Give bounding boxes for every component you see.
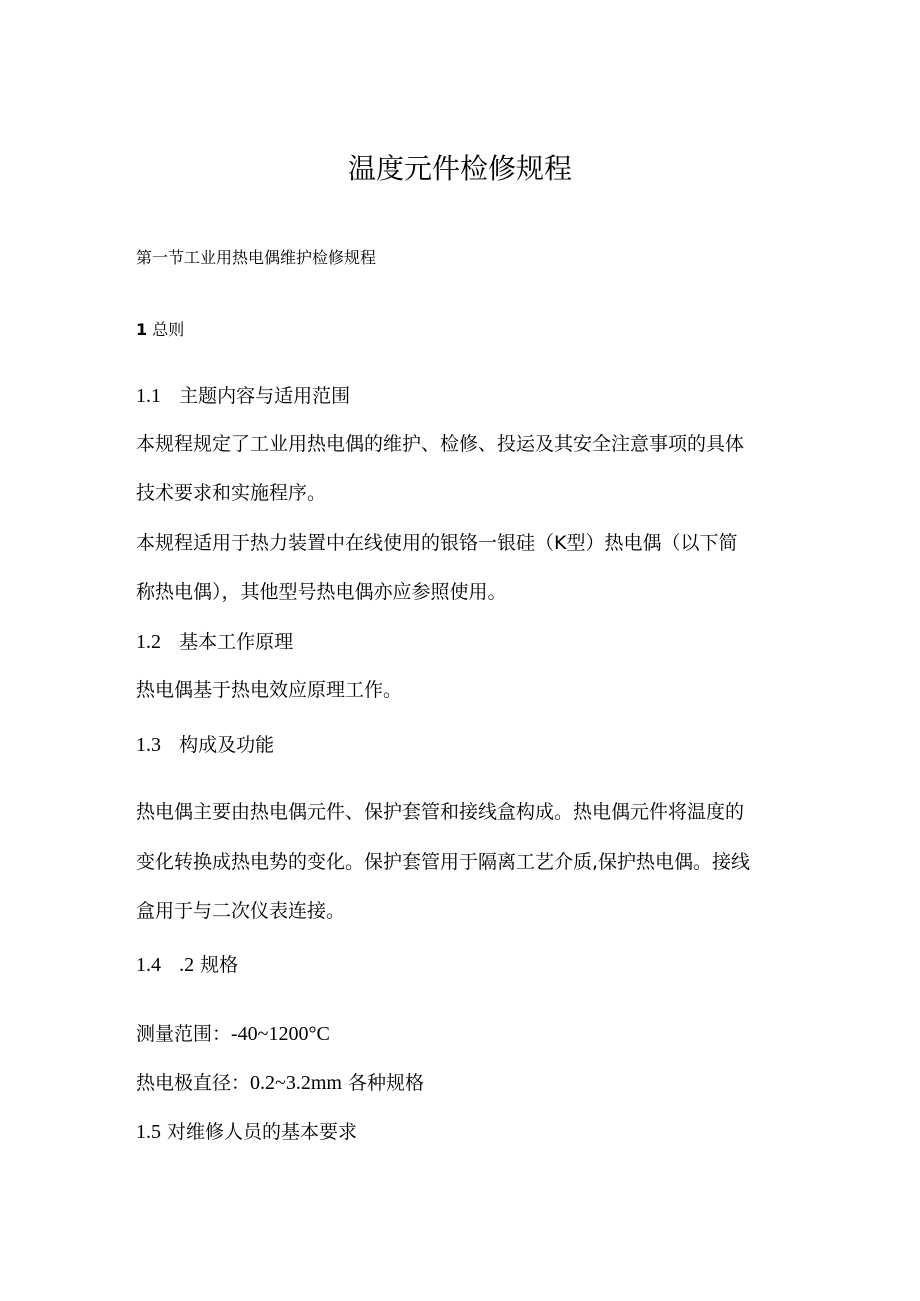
item-number: 1.1: [136, 385, 161, 407]
spec-suffix: 各种规格: [348, 1072, 425, 1094]
spec-value: -40~1200°C: [231, 1023, 330, 1045]
paragraph-line: 热电偶基于热电效应原理工作。: [136, 679, 403, 701]
item-subnumber: .2: [179, 954, 195, 976]
item-number: 1.5: [136, 1121, 161, 1143]
section-heading: 第一节工业用热电偶维护检修规程: [136, 248, 377, 267]
item-number: 1.3: [136, 734, 161, 756]
paragraph-line: 称热电偶），其他型号热电偶亦应参照使用。: [136, 581, 507, 603]
item-heading-1-2: [136, 632, 293, 652]
spec-value: 0.2~3.2mm: [250, 1072, 342, 1094]
chapter-number: 1: [136, 320, 148, 339]
spec-label: 测量范围：: [136, 1023, 232, 1045]
item-heading-1-3: [136, 735, 274, 755]
item-heading-text: 基本工作原理: [179, 631, 294, 653]
chapter-label: 总则: [152, 320, 185, 339]
paragraph-line: 技术要求和实施程序。: [136, 482, 327, 504]
item-number: 1.2: [136, 631, 161, 653]
spec-electrode-diameter: [136, 1073, 424, 1093]
item-number: 1.4: [136, 954, 161, 976]
item-heading-1-1: [136, 386, 350, 406]
paragraph-line: 热电偶主要由热电偶元件、保护套管和接线盒构成。热电偶元件将温度的: [136, 801, 745, 823]
paragraph-line: 盒用于与二次仪表连接。: [136, 900, 346, 922]
paragraph-line: 本规程规定了工业用热电偶的维护、检修、投运及其安全注意事项的具体: [136, 433, 745, 455]
item-heading-1-5: [136, 1122, 357, 1142]
paragraph-line: 本规程适用于热力装置中在线使用的银铬一银硅（K型）热电偶（以下简: [136, 532, 738, 554]
item-heading-text: 构成及功能: [179, 734, 275, 756]
chapter-heading: [136, 322, 184, 338]
item-heading-text: 规格: [200, 954, 239, 976]
item-heading-1-4: [136, 955, 238, 975]
spec-measurement-range: [136, 1024, 330, 1044]
spec-label: 热电极直径：: [136, 1072, 251, 1094]
paragraph-line: 变化转换成热电势的变化。保护套管用于隔离工艺介质,保护热电偶。接线: [136, 851, 751, 873]
document-title: 温度元件检修规程: [347, 152, 572, 185]
item-heading-text: 对维修人员的基本要求: [167, 1121, 358, 1143]
item-heading-text: 主题内容与适用范围: [179, 385, 351, 407]
